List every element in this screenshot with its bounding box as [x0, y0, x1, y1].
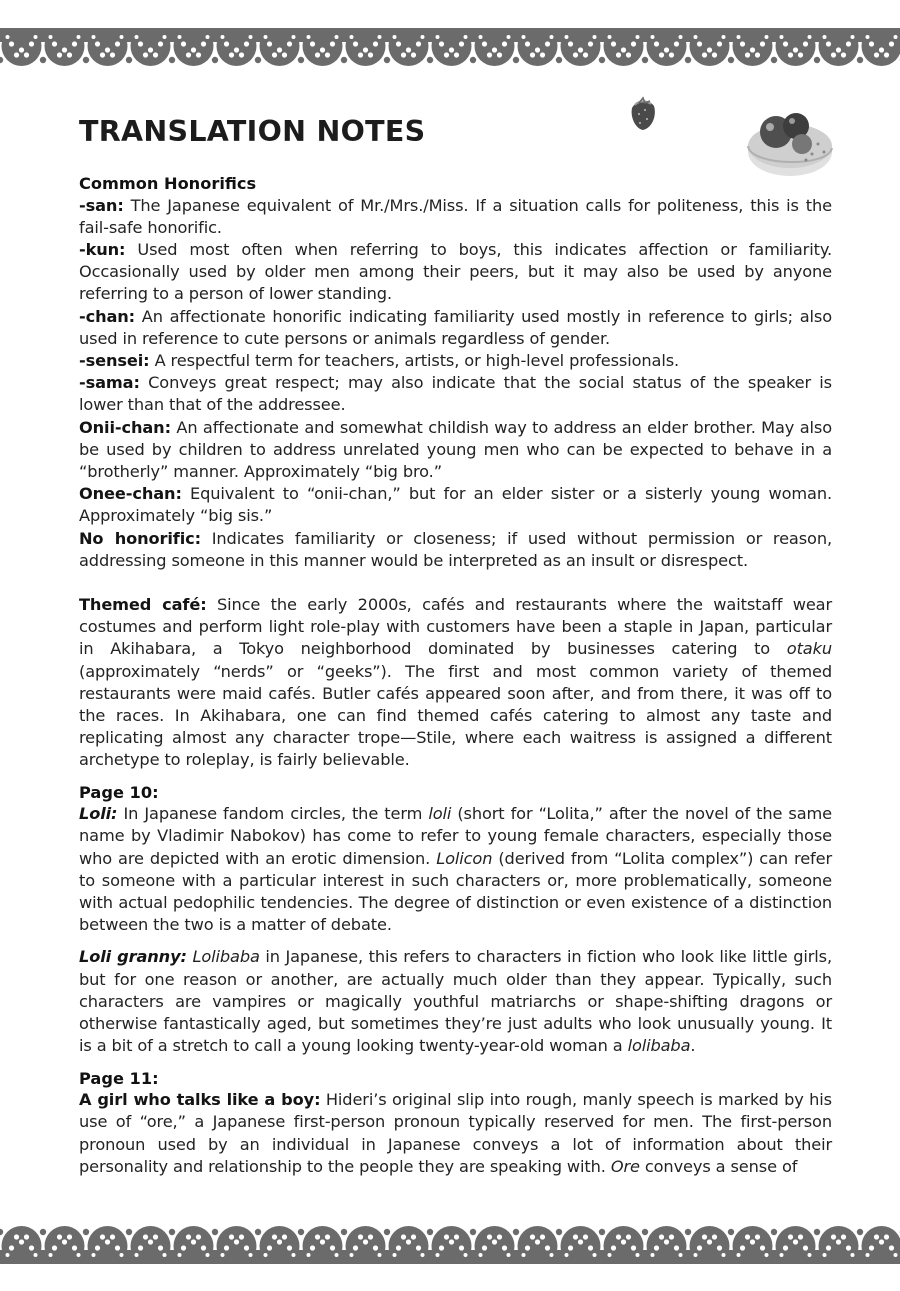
note-term: Loli: [79, 804, 118, 824]
page-10-section [79, 782, 832, 1058]
note-entry [79, 1089, 832, 1178]
note-entry [79, 350, 832, 372]
note-text: Equivalent to “onii-chan,” but for an elder sister or a sisterly young woman. Approximately “big sis.” [79, 484, 832, 526]
note-entry [79, 239, 832, 306]
note-italic: Lolicon [436, 848, 493, 868]
note-term: -san: [79, 195, 124, 215]
themed-cafe-section [79, 594, 832, 772]
note-italic: Lolibaba [192, 947, 260, 967]
note-entry [79, 946, 832, 1057]
note-entry [79, 306, 832, 350]
page-11-section [79, 1068, 832, 1178]
note-entry [79, 372, 832, 416]
note-entry [79, 594, 832, 772]
note-italic: lolibaba [627, 1036, 691, 1056]
note-entry [79, 417, 832, 484]
note-text: Since the early 2000s, cafés and restaurants where the waitstaff wear costumes and perform light role-play with customers have been a staple in Japan, particular in Akihabara, a Tokyo neighborhood dominated by businesses catering to [79, 595, 832, 659]
note-entry [79, 528, 832, 572]
translation-notes-content [79, 112, 832, 1178]
note-text: A respectful term for teachers, artists, or high-level professionals. [149, 351, 680, 371]
note-term: A girl who talks like a boy: [79, 1090, 321, 1110]
note-entry [79, 195, 832, 239]
note-italic: otaku [786, 639, 832, 659]
note-text: (approximately “nerds” or “geeks”). The first and most common variety of themed restaurants were maid cafés. Butler cafés appeared soon after, and from there, it was off to the races. In Akihabara, one can find themed cafés catering to almost any taste and replicating almost any character trope—Stile, where each waitress is assigned a different archetype to roleplay, is fairly believable. [79, 661, 832, 770]
note-term: Onee-chan: [79, 484, 182, 504]
note-term: -chan: [79, 306, 136, 326]
note-entry [79, 803, 832, 936]
section-heading: Page 10: [79, 782, 159, 802]
note-text: (derived from “Lolita complex”) can refer to someone with a particular interest in such characters or, more problematically, someone with actual pedophilic tendencies. The degree of distinction or even existence of a distinction between the two is a matter of debate. [79, 848, 832, 935]
note-text: . [690, 1036, 696, 1056]
note-text: Indicates familiarity or closeness; if used without permission or reason, addressing someone in this manner would be interpreted as an insult or disrespect. [79, 528, 832, 570]
note-text: in Japanese, this refers to characters in fiction who look like little girls, but for one reason or another, are actually much older than they appear. Typically, such characters are vampires or magically youthful matriarchs or shape-shifting dragons or otherwise fantastically aged, but sometimes they’re just adults who look unusually young. It is a bit of a stretch to call a young looking twenty-year-old woman a [79, 947, 832, 1056]
note-text: Used most often when referring to boys, this indicates affection or familiarity. Occasionally used by older men among their peers, but it may also be used by anyone referring to a person of lower standing. [79, 240, 832, 304]
note-term: -sama: [79, 373, 140, 393]
note-term: -kun: [79, 240, 126, 259]
note-text: The Japanese equivalent of Mr./Mrs./Miss. If a situation calls for politeness, this is the fail-safe honorific. [79, 195, 832, 237]
note-term: Themed café: [79, 595, 207, 615]
note-term: Loli granny: [79, 947, 187, 967]
note-text: (short for “Lolita,” after the novel of the same name by Vladimir Nabokov) has come to refer to young female characters, especially those who are depicted with an erotic dimension. [79, 804, 833, 868]
note-italic: Ore [610, 1156, 640, 1176]
note-italic: loli [428, 804, 452, 824]
note-text: In Japanese fandom circles, the term [117, 804, 429, 824]
note-term: Onii-chan: [79, 417, 171, 437]
note-entry [79, 483, 832, 527]
note-text: An affectionate and somewhat childish way to address an elder brother. May also be used by children to address unrelated young men who can be expected to behave in a “brotherly” manner. Approximately “big bro.” [79, 417, 832, 482]
note-text: Conveys great respect; may also indicate that the social status of the speaker is lower than that of the addressee. [79, 373, 832, 415]
note-text: Hideri’s original slip into rough, manly speech is marked by his use of “ore,” a Japanese first-person pronoun typically reserved for men. The first-person pronoun used by an individual in Japanese conveys a lot of information about their personality and relationship to the people they are speaking with. [79, 1090, 832, 1176]
note-term: No honorific: [79, 528, 201, 548]
lace-border-bottom [0, 1214, 900, 1264]
note-text: conveys a sense of [639, 1156, 798, 1176]
lace-border-top [0, 28, 900, 78]
honorifics-section [79, 173, 832, 572]
page-title: TRANSLATION NOTES [79, 115, 426, 148]
note-text: An affectionate honorific indicating familiarity used mostly in reference to girls; also used in reference to cute persons or animals regardless of gender. [79, 306, 832, 348]
section-heading: Page 11: [79, 1068, 159, 1088]
note-term: -sensei: [79, 351, 150, 371]
page-top-margin [0, 0, 900, 30]
section-heading: Common Honorifics [79, 174, 257, 193]
